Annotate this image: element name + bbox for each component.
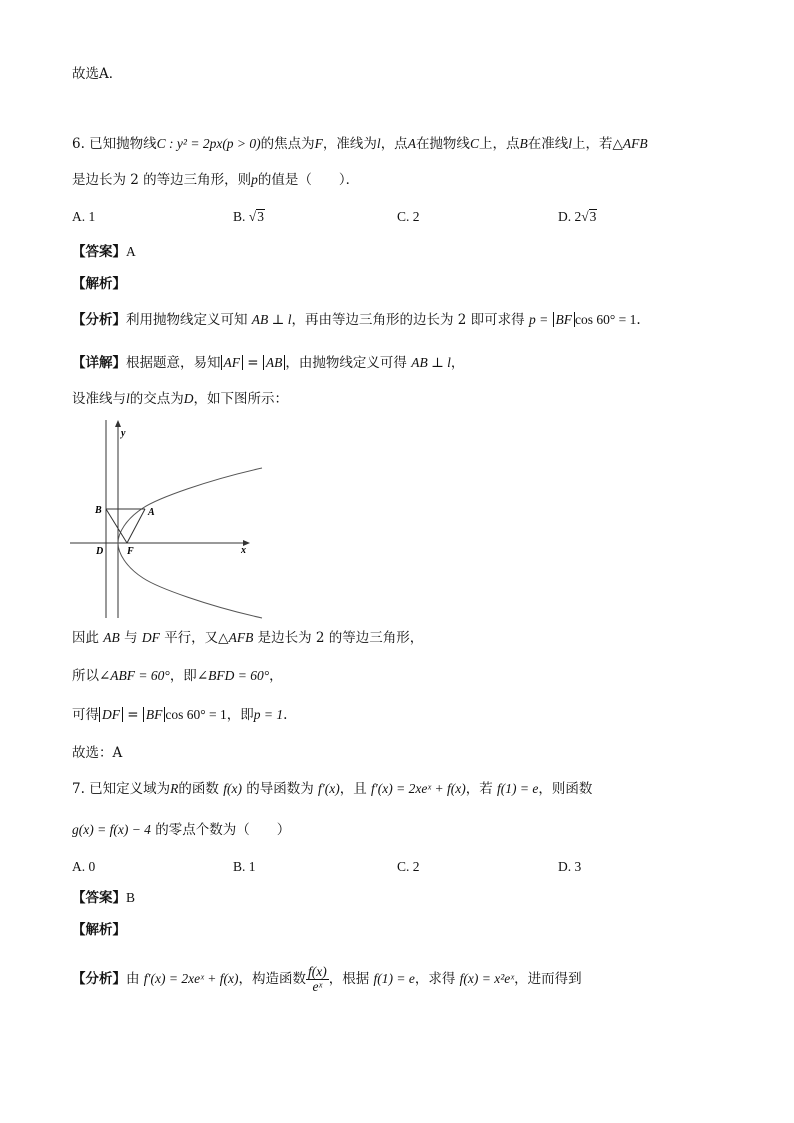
- choose-line: 故选：A: [72, 745, 123, 761]
- analysis-line: 【分析】利用抛物线定义可知 AB ⊥ l，再由等边三角形的边长为 2 即可求得 p = BF cos 60° = 1.: [72, 312, 641, 328]
- option-d: D. 3: [558, 859, 582, 874]
- therefore-line: 因此 AB 与 DF 平行，又△AFB 是边长为 2 的等边三角形，: [72, 630, 424, 646]
- option-d: D. 2√3: [558, 209, 597, 224]
- option-c: C. 2: [397, 209, 420, 224]
- question-7-line-2: g(x) = f(x) − 4 的零点个数为（ ）: [72, 822, 291, 838]
- fraction: $\frac{f(x)}{\text{eˣ}}$: [307, 964, 327, 994]
- option-c: C. 2: [397, 859, 420, 874]
- result-line: 可得 DF = BF cos 60° = 1，即p = 1.: [72, 707, 288, 723]
- analysis-label: 【解析】: [72, 922, 126, 938]
- option-a: A. 0: [72, 859, 96, 874]
- text-line: 故选A．: [72, 66, 123, 82]
- x-axis-label: x: [241, 545, 246, 556]
- option-b: B. √3: [233, 209, 264, 224]
- analysis-label: 【解析】: [72, 276, 126, 292]
- segment-af: [127, 509, 145, 543]
- answer-line: 【答案】A: [72, 244, 136, 260]
- analysis-line: 【分析】由 f′(x) = 2xeˣ + f(x)，构造函数 $\frac{f(x)}{\text{eˣ}}$ ，根据 f(1) = e，求得 f(x) = x²eˣ，进而得到: [72, 964, 582, 994]
- detail-line: 【详解】根据题意，易知 AF = AB ，由抛物线定义可得 AB ⊥ l，: [72, 355, 465, 371]
- option-b: B. 1: [233, 859, 256, 874]
- answer-line: 【答案】B: [72, 890, 136, 906]
- option-a: A. 1: [72, 209, 96, 224]
- question-6-line-2: 是边长为 2 的等边三角形，则p的值是（ ）．: [72, 172, 360, 188]
- y-axis-label: y: [121, 428, 126, 439]
- point-label-b: B: [95, 505, 102, 516]
- y-axis-arrow-icon: [115, 420, 121, 427]
- point-label-a: A: [148, 507, 155, 518]
- parabola-equation: C : y² = 2px(p > 0): [156, 136, 261, 151]
- question-7-line-1: 7. 已知定义域为R的函数 f(x) 的导函数为 f′(x)，且 f′(x) = 2xeˣ + f(x)，若 f(1) = e，则函数: [72, 781, 593, 797]
- setup-line: 设准线与l的交点为D，如下图所示：: [72, 391, 289, 407]
- parabola-figure: [68, 418, 268, 620]
- so-line: 所以∠ABF = 60°，即∠BFD = 60°，: [72, 668, 283, 684]
- question-6-line-1: 6. 已知抛物线C : y² = 2px(p > 0)的焦点为F，准线为l，点A在抛物线C上，点B在准线l上，若△AFB: [72, 136, 648, 152]
- point-label-d: D: [96, 546, 104, 557]
- point-label-f: F: [127, 546, 134, 557]
